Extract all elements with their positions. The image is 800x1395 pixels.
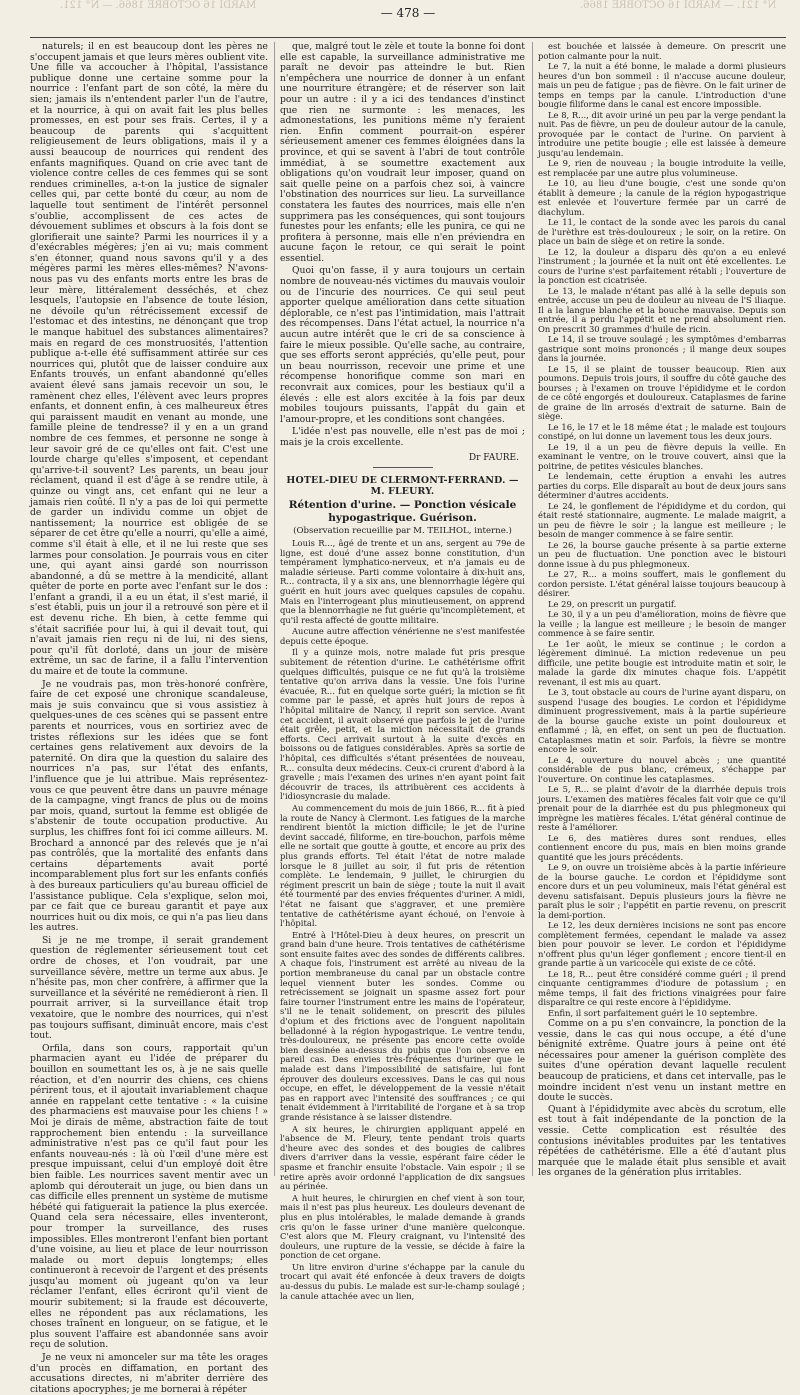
diary-entry: Le 27, R... a moins souffert, mais le gonflement du cordon persiste. L'état général laisse toujours beaucoup à désirer.: [538, 569, 786, 598]
diary-entry: Le 19, il a un peu de fièvre depuis la veille. En examinant le ventre, on le trouve couvert, ainsi que la poitrine, de petites vésicules blanches.: [538, 441, 786, 471]
paragraph: A huit heures, le chirurgien en chef vient à son tour, mais il n'est pas plus heureux. Les douleurs devenant de plus en plus intolérables, le malade demande à grands cris qu'on le fasse uriner d'une manière quelconque. C'est alors que M. Fleury craignant, vu l'intensité des douleurs, une rupture de la vessie, se décide à faire la ponction de cet organe.: [280, 1192, 525, 1261]
diary-entry: Le 30, il y a un peu d'amélioration, moins de fièvre que la veille ; la langue est meilleure ; le besoin de manger commence à se faire sentir.: [538, 609, 786, 638]
diary-entry: Le 6, des matières dures sont rendues, elles contiennent encore du pus, mais en bien moins grande quantité que les jours précédents.: [538, 832, 786, 862]
paragraph: A six heures, le chirurgien appliquant appelé en l'absence de M. Fleury, tente pendant trois quarts d'heure avec des sondes et des bougies de calibres divers d'arriver dans la vessie, espérant faire céder le spasme et franchir ensuite l'obstacle. Vain espoir ; il se retire après avoir ordonné l'application de dix sangsues au périnée.: [280, 1123, 525, 1192]
diary-entry: Enfin, il sort parfaitement guéri le 10 septembre.: [548, 1007, 758, 1018]
diary-entry: Le lendemain, cette éruption a envahi les autres parties du corps. Elle disparaît au bout de deux jours sans déterminer d'autres accidents.: [538, 471, 786, 500]
diary-entry: Le 18, R... peut être considéré comme guéri ; il prend cinquante centigrammes d'iodure de potassium ; en même temps, il fait des frictions vinaigrées pour faire disparaître ce qui reste encore à l'épididyme.: [538, 968, 786, 1007]
article-divider: [373, 467, 433, 468]
diary-entry: Le 9, on ouvre un troisième abcès à la partie inférieure de la bourse gauche. Le cordon et l'épididyme sont encore durs et un peu volumineux, mais l'état général est devenu satisfaisant. Depuis plusieurs jours la fièvre ne paraît plus le soir ; l'appétit en partie revenu, on prescrit la demi-portion.: [538, 862, 786, 920]
paragraph: Entré à l'Hôtel-Dieu à deux heures, on prescrit un grand bain d'une heure. Trois tentatives de cathétérisme sont ensuite faites avec des sondes de différents calibres. A chaque fois, l'instrument est arrêté au niveau de la portion membraneuse du canal par un obstacle contre lequel viennent buter les sondes. Comme ou retrécissement se joignait un spasme assez fort pour faire tourner l'instrument entre les mains de l'opérateur, s'il ne le tenait solidement, on prescrit des pilules d'opium et des frictions avec de l'onguent napolitain belladonné à la région hypogastrique. Le ventre tendu, très-douloureux, ne présente pas encore cette ovoïde bien dessinée au-dessus du pubis que l'on observe en pareil cas. Des envies très-fréquentes d'uriner que le malade est dans l'impossibilité de satisfaire, lui font éprouver des douleurs excessives. Dans le cas qui nous occupe, en effet, le développement de la vessie n'était pas en rapport avec l'intensité des souffrances ; ce qui tenait évidemment à l'irritabilité de l'organe et à sa trop grande résistance à se laisser distendre.: [280, 929, 525, 1122]
diary-entry: Le 12, les deux dernières incisions ne sont pas encore complètement fermées, cependant le malade va assez bien pour pouvoir se lever. Le cordon et l'épididyme n'offrent plus qu'un léger gonflement ; encore tient-il en grande partie à un varicocèle qui existe de ce côté.: [538, 920, 786, 968]
paragraph: Un litre environ d'urine s'échappe par la canule du trocart qui avait été enfoncée à deux travers de doigts au-dessus du pubis. Le malade est sur-le-champ soulagé ; la canule attachée avec un lien,: [280, 1261, 525, 1301]
paragraph: naturels; il en est beaucoup dont les pères ne s'occupent jamais et que leurs mères oublient vite. Une fille va accoucher à l'hôpital, l'assistance publique donne une certaine somme pour la nourrice : l'enfant part de son côté, la mère du sien; jamais ils n'entendent parler l'un de l'autre, et la nourrice, à qui on avait fait les plus belles promesses, en est pour ses frais. Certes, il y a beaucoup de parents qui s'acquittent religieusement de leurs obligations, mais il y a aussi beaucoup de nourrices qui rendent des enfants magnifiques. Quand on crie avec tant de violence contre celles de ces femmes qui se sont rendues criminelles, a-t-on la justice de signaler celles qui, par cette bonté du cœur, au nom de laquelle tout sentiment de l'intérêt personnel s'oublie, accomplissent de ces actes de dévouement sublimes et obscurs à la fois dont se glorifierait une sainte? Parmi les nourrices il y a d'exécrables mégères; j'en ai vu; mais comment s'en étonner, quand nous savons qu'il y a des mégères parmi les mères elles-mêmes? N'avons-nous pas vu des enfants morts entre les bras de leur mère, littéralement desséchés, et chez lesquels, l'autopsie en l'absence de toute lésion, ne dévoile qu'un rétrécissement excessif de l'estomac et des intestins, ne dénonçant que trop le manque habituel des substances alimentaires? mais en regard de ces monstruosités, l'attention publique a-t-elle été suffisamment attirée sur ces nourrices qui, plutôt que de laisser conduire aux Enfants trouvés, un enfant abandonné qu'elles avaient élevé sans jamais recevoir un sou, le ramènent chez elles, l'élèvent avec leurs propres enfants, et donnent enfin, à ces malheureux êtres qui paraissent maudit en venant au monde, une famille pleine de tendresse? il y en a un grand nombre de ces femmes, et personne ne songe à leur savoir gré de ce qu'elles ont fait. C'est une lourde charge qu'elles s'imposent, et cependant qu'arrive-t-il souvent? Les parents, un beau jour réclament, quand il est d'âge à se rendre utile, à quinze ou vingt ans, cet enfant qui ne leur a jamais rien coûté. Il n'y a pas de loi qui permette de garder un individu comme un objet de nantissement; la nourrice est obligée de se séparer de cet être qu'elle a nourri, qu'elle a aimé, comme s'il était à elle, et il ne lui reste que ses larmes pour consolation. Je pourrais vous en citer une, qui ayant ainsi gardé son nourrisson abandonné, a dû se mettre à la mendicité, allant quêter de porte en porte avec l'enfant sur le dos : l'enfant a grandi, il a eu un état, il s'est marié, il s'est établi, puis un jour il a retrouvé son père et il est devenu riche. Eh bien, à cette femme qui s'était sacrifiée pour lui, à qui il devait tout, qui n'avait jamais rien reçu ni de lui, ni des siens, pour qu'il fût dorloté, dans un jour de misère extrême, un sac de farine, il a fallu l'intervention du maire et de toute la commune.: [30, 41, 268, 678]
column-1: [30, 41, 268, 1395]
diary-entry: Le 1er août, le mieux se continue ; le cordon a légèrement diminué. La miction redevenue un peu difficile, une petite bougie est introduite matin et soir, le malade la garde dix minutes chaque fois. L'appétit revenant, il est mis au quart.: [538, 638, 786, 687]
diary-entry: Le 8, R..., dit avoir uriné un peu par la verge pendant la nuit. Pas de fièvre, un peu de douleur autour de la canule, provoquée par le contact de l'urine. On parvient à introduire une petite bougie ; elle est laissée à demeure jusqu'au lendemain.: [538, 109, 786, 158]
diary-entry: Le 14, il se trouve soulagé ; les symptômes d'embarras gastrique sont moins prononcés ; il mange deux soupes dans la journée.: [538, 334, 786, 363]
diary-entry: Le 7, la nuit a été bonne, le malade a dormi plusieurs heures d'un bon sommeil : il n'accuse aucune douleur, mais un peu de fatigue ; pas de fièvre. On le fait uriner de temps en temps par la canule. L'introduction d'une bougie filiforme dans le canal est encore impossible.: [538, 61, 786, 109]
paragraph: Il y a quinze mois, notre malade fut pris presque subitement de rétention d'urine. Le cathétérisme offrit quelques difficultés, puisque ce ne fut qu'à la troisième tentative qu'on arriva dans la vessie. Une fois l'urine évacuée, R... fut en quelque sorte guéri; la miction se fit comme par le passé, et après huit jours de repos à l'hôpital militaire de Nancy, il reprit son service. Avant cet accident, il avait observé que parfois le jet de l'urine était grêle, petit, et la miction nécessitait de grands efforts. Ceci arrivait surtout à la suite d'excès en boissons ou de fatigues considérables. Après sa sortie de l'hôpital, ces difficultés s'étant présentées de nouveau, R... consulta deux médecins. Ceux-ci crurent d'abord à la gravelle ; mais l'examen des urines n'en ayant point fait découvrir de traces, ils attribuèrent ces accidents à l'idiosyncrasie du malade.: [280, 647, 525, 802]
case-report: [280, 539, 525, 1301]
case-conclusion: [538, 1019, 786, 1179]
diary-entry: Le 13, le malade n'étant pas allé à la selle depuis son entrée, accuse un peu de douleur au niveau de l'S iliaque. Il a la langue blanche et la bouche mauvaise. Depuis son entrée, il a perdu l'appétit et ne prend absolument rien. On prescrit 30 grammes d'huile de ricin.: [538, 285, 786, 334]
diary-entry: Le 15, il se plaint de tousser beaucoup. Rien aux poumons. Depuis trois jours, il souffre du côté gauche des bourses ; à l'examen on trouve l'épididyme et le cordon de ce côté engorgés et douloureux. Cataplasmes de farine de graine de lin arrosés d'extrait de saturne. Bain de siège.: [538, 363, 786, 421]
diary-entry: Le 11, le contact de la sonde avec les parois du canal de l'urèthre est très-douloureux ; le soir, on la retire. On place un bain de siège et on retire la sonde.: [538, 217, 786, 246]
diary-entry: Le 12, la douleur a disparu dès qu'on a eu enlevé l'instrument ; la journée et la nuit ont été excellentes. Le cours de l'urine s'est parfaitement rétabli ; l'ouverture de la ponction est cicatrisée.: [538, 246, 786, 285]
paragraph: Je ne veux ni amonceler sur ma tête les orages d'un procès en diffamation, en portant des accusations directes, ni m'abriter derrière des citations apocryphes; je me bornerai à répéter: [30, 1352, 268, 1395]
paragraph: L'idée n'est pas nouvelle, elle n'est pas de moi ; mais je la crois excellente.: [280, 426, 525, 448]
paragraph: que, malgré tout le zèle et toute la bonne foi dont elle est capable, la surveillance administrative me paraît ne devoir pas atteindre le but. Rien n'empêchera une nourrice de donner à un enfant une nourriture étrangère; et de réserver son lait pour un autre : il y a ici des tendances d'instinct que rien ne surmonte : les menaces, les admonestations, les punitions même n'y feraient rien. Enfin comment pourrait-on espérer sérieusement amener ces femmes éloignées dans la province, et qui se savent à l'abri de tout contrôle immédiat, à se soumettre exactement aux obligations qu'on voudrait leur imposer, quand on sait quelle peine on a parfois chez soi, à vaincre l'obstination des nourrices sur lieu. La surveillance constatera les fautes des nourrices, mais elle n'en supprimera pas les conséquences, qui sont toujours funestes pour les enfants; elle les punira, ce qui ne profitera à personne, mais elle n'en préviendra en aucune façon le retour, ce qui serait le point essentiel.: [280, 41, 525, 264]
diary-entry: Le 16, le 17 et le 18 même état ; le malade est toujours constipé, on lui donne un lavement tous les deux jours.: [538, 421, 786, 441]
diary-entry: Le 26, la bourse gauche présente à sa partie externe un peu de fluctuation. Une ponction avec le bistouri donne issue à du pus phlegmoneux.: [538, 539, 786, 569]
diary-entry: Le 29, on prescrit un purgatif.: [548, 598, 677, 609]
diary-entry: est bouchée et laissée à demeure. On prescrit une potion calmante pour la nuit.: [538, 41, 786, 61]
diary-entry: Le 4, ouverture du nouvel abcès ; une quantité considérable de pus blanc, crémeux, s'échappe par l'ouverture. On continue les cataplasmes.: [538, 754, 786, 784]
diary-entry: Le 9, rien de nouveau ; la bougie introduite la veille, est remplacée par une autre plus volumineuse.: [538, 158, 786, 178]
diary-entry: Le 3, tout obstacle au cours de l'urine ayant disparu, on suspend l'usage des bougies. Le cordon et l'épididyme diminuent progressivement, mais à la partie supérieure de la bourse gauche existe un point douloureux et enflammé ; là, en effet, on sent un peu de fluctuation. Cataplasmes matin et soir. Parfois, la fièvre se montre encore le soir.: [538, 687, 786, 754]
show-through-header-right: N° 121. — MARDI 16 OCTOBRE 1866.: [579, 0, 776, 11]
letter-signature: Dr FAURE.: [468, 452, 519, 463]
paragraph: Comme on a pu s'en convaincre, la ponction de la vessie, dans le cas qui nous occupe, a été d'une bénignité extrême. Quatre jours à peine ont été nécessaires pour amener la guérison complète des suites d'une opération devant laquelle reculent beaucoup de praticiens, et dans cet intervalle, pas le moindre incident n'est venu un instant mettre en doute le succès.: [538, 1018, 786, 1104]
diary-entry: Le 5, R... se plaint d'avoir de la diarrhée depuis trois jours. L'examen des matières fécales fait voir que ce qu'il prenait pour de la diarrhée est du pus phlegmoneux qui imprègne les matières fécales. L'état général continue de reste à l'améliorer.: [538, 784, 786, 832]
column-2: [280, 41, 525, 1301]
letter-continuation: [280, 42, 525, 449]
show-through-header-left: MARDI 16 OCTOBRE 1866. — N° 121.: [60, 0, 257, 11]
page-header: [30, 0, 786, 28]
paragraph: Quant à l'épididymite avec abcès du scrotum, elle est tout à fait indépendante de la ponction de la vessie. Cette complication est résultée des contusions inévitables produites par les tentatives répétées de cathétérisme. Elle a été d'autant plus marquée que le malade était plus sensible et avait les organes de la génération plus irritables.: [538, 1103, 786, 1179]
paragraph: Louis R..., âgé de trente et un ans, sergent au 79e de ligne, est doué d'une assez bonne constitution, d'un tempérament lymphatico-nerveux, et n'a jamais eu de maladie sérieuse. Parti comme volontaire à dix-huit ans, R... contracta, il y a six ans, une blennorrhagie légère qui guérit en huit jours avec quelques capsules de copahu. Mais en l'interrogeant plus minutieusement, on apprend que la blennorrhagie ne fut guérie qu'incomplètement, et qu'il resta affecté de goutte militaire.: [280, 537, 525, 625]
case-diary: [538, 42, 786, 1018]
paragraph: Si je ne me trompe, il serait grandement question de réglementer sérieusement tout cet ordre de choses, et l'on voudrait, par une surveillance sévère, mettre un terme aux abus. Je n'hésite pas, mon cher confrère, à affirmer que la surveillance et la sévérité ne remédieront à rien. Il pourrait arriver, si la surveillance était trop vexatoire, que le nombre des nourrices, qui n'est pas toujours suffisant, diminuât encore, mais c'est tout.: [30, 934, 268, 1042]
paragraph: Je ne voudrais pas, mon très-honoré confrère, faire de cet exposé une chronique scandaleuse, mais je suis convaincu que si vous assistiez à quelques-unes de ces scènes qui se passent entre parents et nourrices, vous en sortiriez avec de tristes réflexions sur les idées que se font certaines gens relativement aux devoirs de la paternité. On dira que la question du salaire des nourrices n'a pas, sur l'état des enfants, l'influence que je lui attribue. Mais représentez-vous ce que peuvent être dans un pauvre ménage de la campagne, vingt francs de plus ou de moins par mois, quand, surtout la femme est obligée de s'abstenir de toute occupation productive. Au surplus, les chiffres font foi ici comme ailleurs. M. Brochard a annoncé par des relevés que je n'ai pas contrôlés, que la mortalité des enfants dans certains départements avait porté incomparablement plus fort sur les enfants confiés à des bureaux particuliers qu'au bureau officiel de l'assistance publique. Cela s'explique, selon moi, par ce fait que ce bureau garantit et paye aux nourrices huit ou dix mois, ce qui n'a pas lieu dans les autres.: [30, 678, 268, 934]
paragraph: Au commencement du mois de juin 1866, R... fit à pied la route de Nancy à Clermont. Les fatigues de la marche rendirent bientôt la miction difficile; le jet de l'urine devint saccadé, filiforme, en tire-bouchon, parfois même elle ne sortait que goutte à goutte, et encore au prix des plus grands efforts. Tel était l'état de notre malade lorsque le 8 juillet au soir, il fut pris de rétention complète. Le lendemain, 9 juillet, le chirurgien du régiment prescrit un bain de siège ; toute la nuit il avait été tourmenté par des envies fréquentes d'uriner. A midi, l'état ne faisant que s'aggraver, et une première tentative de cathétérisme ayant échoué, on l'envoie à l'hôpital.: [280, 802, 525, 929]
column-3: [538, 42, 786, 1178]
diary-entry: Le 24, le gonflement de l'épididyme et du cordon, qui était resté stationnaire, augmente. Le malade maigrit, a un peu de fièvre le soir ; la langue est meilleure ; le besoin de manger commence à se faire sentir.: [538, 500, 786, 539]
column-separator-2: [532, 42, 533, 1176]
paragraph: Aucune autre affection vénérienne ne s'est manifestée depuis cette époque.: [280, 626, 525, 646]
observation-credit: (Observation recueillie par M. TEILHOL, interne.): [293, 526, 512, 537]
column-separator-1: [274, 42, 275, 1176]
hospital-heading: HOTEL-DIEU DE CLERMONT-FERRAND. — M. FLEURY.: [286, 475, 519, 497]
paragraph: Orfila, dans son cours, rapportait qu'un pharmacien ayant eu l'idée de préparer du bouillon en soumettant les os, à je ne sais quelle réaction, et d'en nourrir des chiens, ces chiens périrent tous, et il ajoutait invariablement chaque année en rappelant cette tentative : « la cuisine des pharmaciens est mauvaise pour les chiens ! » Moi je dirais de même, abstraction faite de tout rapprochement bien entendu : la surveillance administrative n'est pas ce qu'il faut pour les enfants nouveau-nés : là où l'œil d'une mère est presque impuissant, celui d'un employé doit être bien faible. Les nourrices savent mentir avec un aplomb qui dérouterait un juge, ou bien dans un cas difficile elles prennent un système de mutisme hébété qui fatiguerait la patience la plus exercée. Quand cela sera nécessaire, elles inventeront, pour tromper la surveillance, des ruses impossibles. Elles montreront l'enfant bien portant d'une voisine, au lieu et place de leur nourrisson malade ou mort depuis longtemps; elles continueront à recevoir de l'argent et des présents jusqu'au moment où jugeant qu'on va leur réclamer l'enfant, elles écriront qu'il vient de mourir subitement; si la fraude est découverte, elles ne répondent pas aux réclamations, les choses traînent en longueur, on se fatigue, et le plus souvent l'affaire est abandonnée sans avoir reçu de solution.: [30, 1042, 268, 1351]
diary-entry: Le 10, au lieu d'une bougie, c'est une sonde qu'on établit à demeure ; la canule de la région hypogastrique est enlevée et l'ouverture fermée par un carré de diachylum.: [538, 178, 786, 217]
header-rule: [30, 37, 786, 38]
paragraph: Quoi qu'on fasse, il y aura toujours un certain nombre de nouveau-nés victimes du mauvais vouloir ou de l'incurie des nourrices. Ce qui seul peut apporter quelque amélioration dans cette situation déplorable, ce n'est pas l'intimidation, mais l'attrait des récompenses. Dans l'état actuel, la nourrice n'a aucun autre intérêt que le cri de sa conscience à faire le mieux possible. Qu'elle sache, au contraire, que ses efforts seront appréciés, qu'elle peut, pour un beau nourrisson, recevoir une prime et une récompense honorifique comme son mari en reconvrait aux comices, pour les bestiaux qu'il a élevés : elle est alors excitée à la fois par deux mobiles toujours puissants, l'appât du gain et l'amour-propre, et les conditions sont changées.: [280, 265, 525, 425]
article-title: Rétention d'urine. — Ponction vésicale hypogastrique. Guérison.: [288, 499, 517, 524]
page-number: — 478 —: [380, 6, 436, 20]
